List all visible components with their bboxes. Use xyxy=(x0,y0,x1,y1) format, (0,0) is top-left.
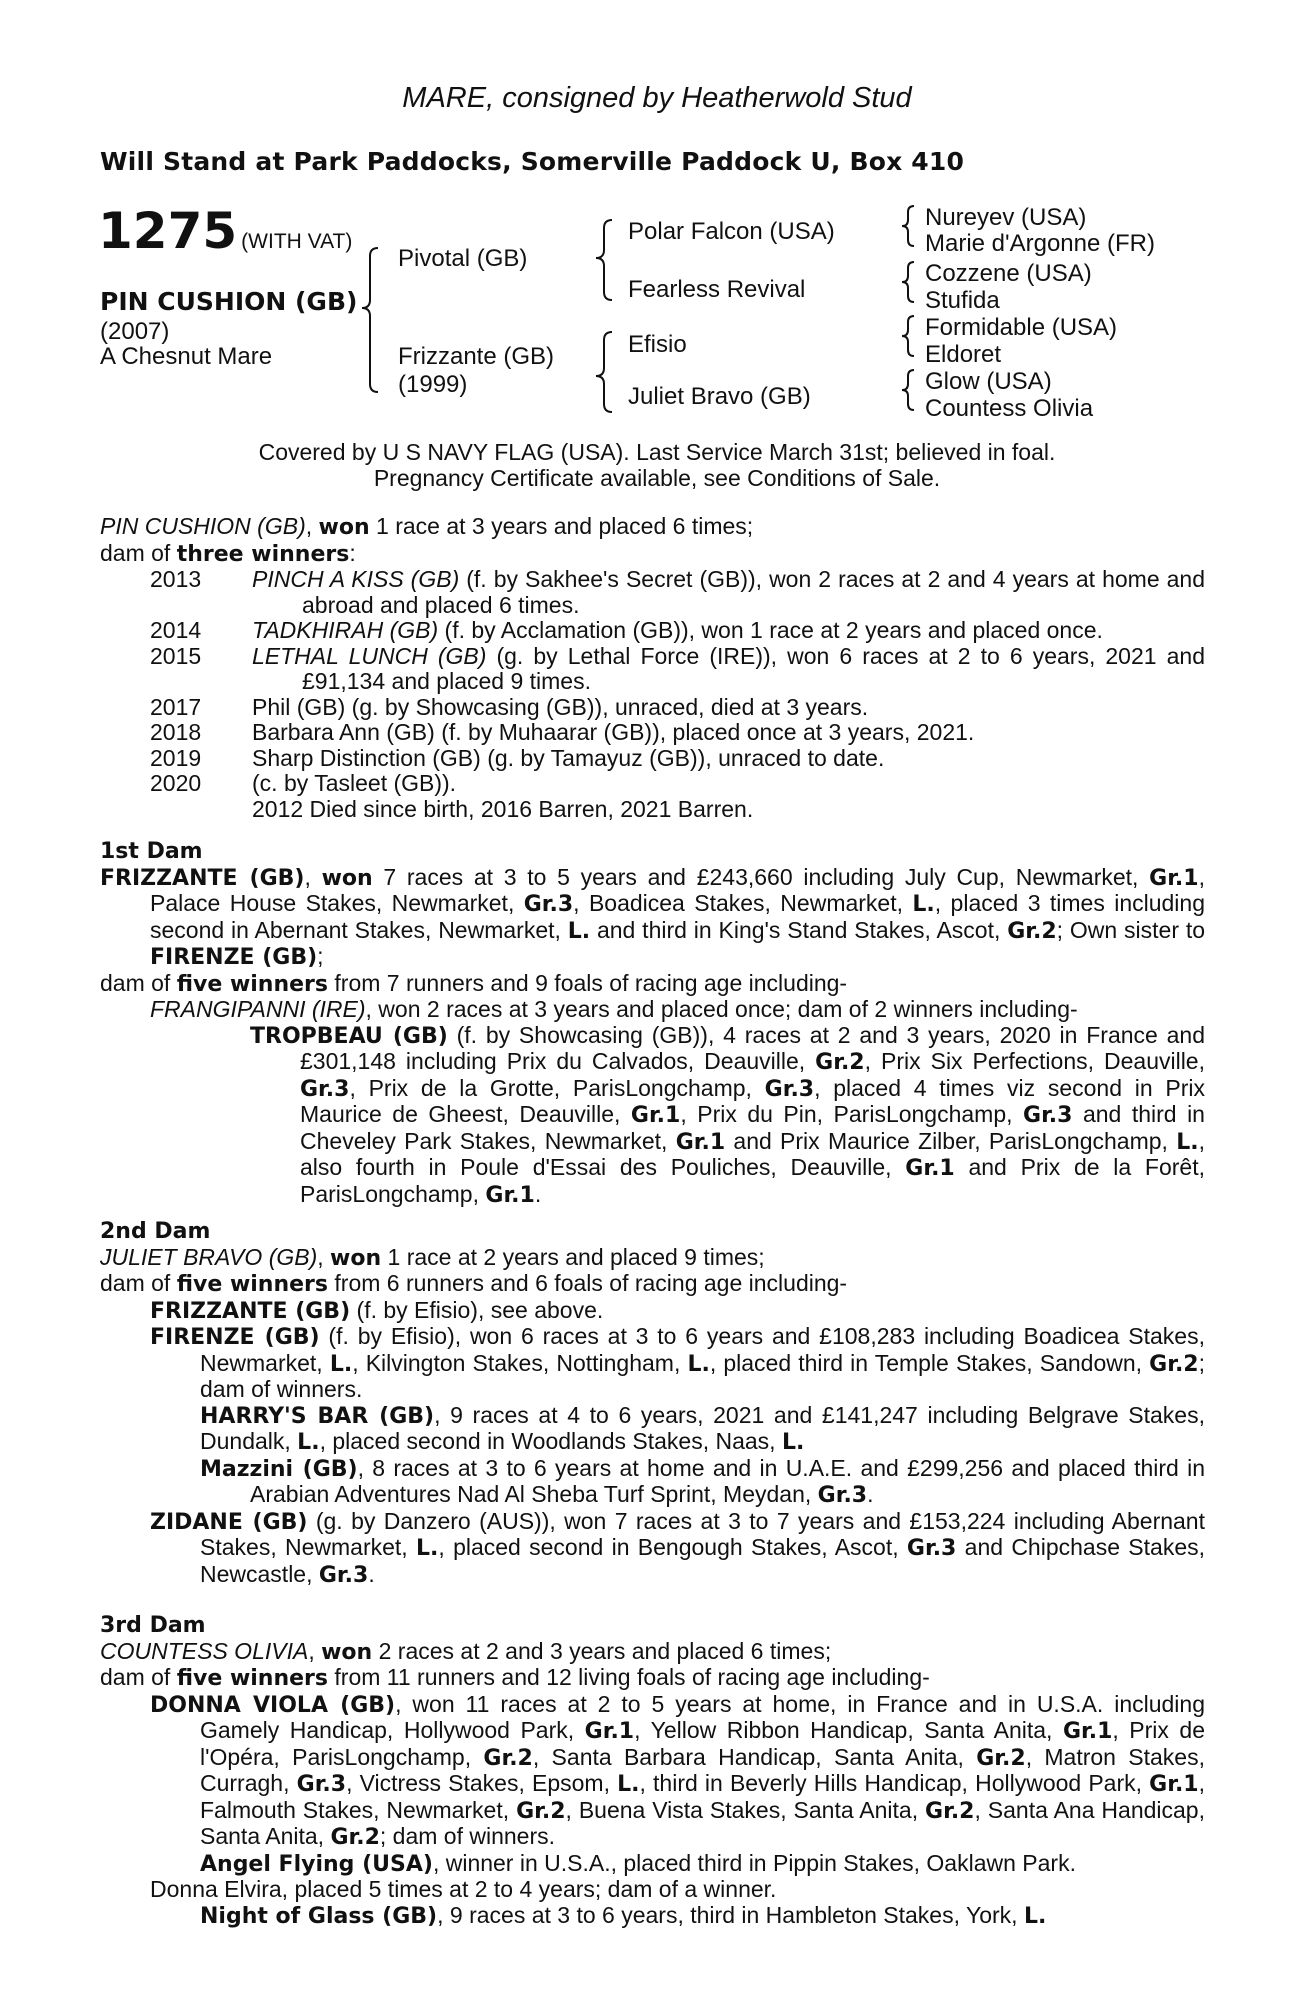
main-bracket xyxy=(362,248,378,392)
pedigree-sire-sire: Polar Falcon (USA) xyxy=(628,218,835,245)
mare-dam-of: dam of three winners: xyxy=(100,539,356,567)
progeny-entry: TADKHIRAH (GB) (f. by Acclamation (GB)), won 1 race at 2 years and placed once. xyxy=(252,617,1103,643)
first-dam-section xyxy=(100,839,1205,1208)
angel-flying-record: Angel Flying (USA), winner in U.S.A., placed third in Pippin Stakes, Oaklawn Park. xyxy=(200,1849,1076,1877)
harrys-bar-record: HARRY'S BAR (GB), 9 races at 4 to 6 years, 2021 and £141,247 including Belgrave Stakes, Dundalk, L., placed second in Woodlands Stakes, Naas, L. xyxy=(200,1401,1205,1455)
horse-name: PIN CUSHION (GB) xyxy=(100,287,358,316)
firenze-record: FIRENZE (GB) (f. by Efisio), won 6 races at 3 to 6 years and £108,283 including Boadicea Stakes, Newmarket, L., Kilvington Stakes, Nottingham, L., placed third in Temple Stakes, Sandown, Gr.2; dam of winners. xyxy=(150,1323,1205,1402)
tropbeau-record: TROPBEAU (GB) (f. by Showcasing (GB)), 4 races at 2 and 3 years, 2020 in France and £301,148 including Prix du Calvados, Deauville, Gr.2, Prix Six Perfections, Deauville, Gr.3, Prix de la Grotte, ParisLongchamp, Gr.3, placed 4 times viz second in Prix Maurice de Gheest, Deauville, Gr.1, Prix du Pin, ParisLongchamp, Gr.3 and third in Cheveley Park Stakes, Newmarket, Gr.1 and Prix Maurice Zilber, ParisLongchamp, L., also fourth in Poule d'Essai des Pouliches, Deauville, Gr.1 and Prix de la Forêt, ParisLongchamp, Gr.1. xyxy=(250,1021,1205,1208)
progeny-entry: Phil (GB) (g. by Showcasing (GB)), unraced, died at 3 years. xyxy=(252,693,869,720)
second-dam-dam-of: dam of five winners from 6 runners and 6 foals of racing age including- xyxy=(100,1270,848,1297)
progeny-year: 2020 xyxy=(150,770,202,796)
progeny-year: 2013 xyxy=(150,566,202,592)
pedigree-dam-sire: Efisio xyxy=(628,331,687,358)
frizzante-entry: FRIZZANTE (GB) (f. by Efisio), see above. xyxy=(150,1296,604,1324)
progeny-year: 2015 xyxy=(150,642,202,669)
progeny-entry: (c. by Tasleet (GB)). xyxy=(252,770,457,796)
progeny-entry: LETHAL LUNCH (GB) (g. by Lethal Force (IRE)), won 6 races at 2 to 6 years, 2021 and £91,134 and placed 9 times. xyxy=(252,642,1205,694)
first-dam-dam-of: dam of five winners from 7 runners and 9 foals of racing age including- xyxy=(100,969,848,997)
second-dam-record: JULIET BRAVO (GB), won 1 race at 2 years and placed 9 times; xyxy=(100,1243,765,1271)
pedigree-sire: Pivotal (GB) xyxy=(398,245,528,272)
progeny-year: 2018 xyxy=(150,719,202,745)
progeny-entry: PINCH A KISS (GB) (f. by Sakhee's Secret (GB)), won 2 races at 2 and 4 years at home and abroad and placed 6 times. xyxy=(252,566,1206,618)
third-dam-record: COUNTESS OLIVIA, won 2 races at 2 and 3 years and placed 6 times; xyxy=(100,1637,832,1665)
progeny-year: 2014 xyxy=(150,617,202,643)
pedigree-ggp-3: Cozzene (USA) xyxy=(925,260,1092,287)
donna-viola-record: DONNA VIOLA (GB), won 11 races at 2 to 5 years at home, in France and in U.S.A. including Gamely Handicap, Hollywood Park, Gr.1, Yellow Ribbon Handicap, Santa Anita, Gr.1, Prix de l'Opéra, ParisLongchamp, Gr.2, Santa Barbara Handicap, Santa Anita, Gr.2, Matron Stakes, Curragh, Gr.3, Victress Stakes, Epsom, L., third in Beverly Hills Handicap, Hollywood Park, Gr.1, Falmouth Stakes, Newmarket, Gr.2, Buena Vista Stakes, Santa Anita, Gr.2, Santa Ana Handicap, Santa Anita, Gr.2; dam of winners. xyxy=(150,1690,1205,1850)
zidane-record: ZIDANE (GB) (g. by Danzero (AUS)), won 7 races at 3 to 7 years and £153,224 including Abernant Stakes, Newmarket, L., placed second in Bengough Stakes, Ascot, Gr.3 and Chipchase Stakes, Newcastle, Gr.3. xyxy=(150,1507,1205,1588)
mare-record: PIN CUSHION (GB), won 1 race at 3 years and placed 6 times; xyxy=(100,513,754,540)
pedigree-dam-dam: Juliet Bravo (GB) xyxy=(628,383,811,410)
donna-elvira-record: Donna Elvira, placed 5 times at 2 to 4 years; dam of a winner. xyxy=(150,1876,777,1902)
dam-bracket xyxy=(596,332,612,412)
pedigree-ggp-4: Stufida xyxy=(925,287,1000,314)
progeny-entry: Barbara Ann (GB) (f. by Muhaarar (GB)), placed once at 3 years, 2021. xyxy=(252,719,975,745)
pedigree-ggp-1: Nureyev (USA) xyxy=(925,204,1087,231)
progeny-list xyxy=(100,567,1205,822)
horse-description: A Chesnut Mare xyxy=(100,343,273,370)
first-dam-title: 1st Dam xyxy=(100,839,203,864)
covered-line-1: Covered by U S NAVY FLAG (USA). Last Service March 31st; believed in foal. xyxy=(258,439,1056,465)
progeny-year: 2017 xyxy=(150,693,202,720)
page-title: MARE, consigned by Heatherwold Stud xyxy=(402,82,912,114)
first-dam-record: FRIZZANTE (GB), won 7 races at 3 to 5 years and £243,660 including July Cup, Newmarket, Gr.1, Palace House Stakes, Newmarket, Gr.3, Boadicea Stakes, Newmarket, L., placed 3 times including second in Abernant Stakes, Newmarket, L. and third in King's Stand Stakes, Ascot, Gr.2; Own sister to FIRENZE (GB); xyxy=(100,863,1205,970)
pedigree-ggp-6: Eldoret xyxy=(925,341,1002,368)
horse-year: (2007) xyxy=(100,318,170,345)
pedigree-dam: Frizzante (GB) xyxy=(398,343,555,370)
pedigree-ggp-2: Marie d'Argonne (FR) xyxy=(925,230,1155,257)
covered-line-2: Pregnancy Certificate available, see Conditions of Sale. xyxy=(373,465,941,491)
frangipanni-record: FRANGIPANNI (IRE), won 2 races at 3 years and placed once; dam of 2 winners including- xyxy=(150,996,1078,1022)
progeny-entry: Sharp Distinction (GB) (g. by Tamayuz (GB)), unraced to date. xyxy=(252,744,885,771)
sire-bracket xyxy=(596,220,612,300)
pedigree-ggp-8: Countess Olivia xyxy=(925,395,1094,422)
pedigree-dam-year: (1999) xyxy=(398,371,468,398)
covered-note xyxy=(0,439,1314,491)
pedigree-ggp-7: Glow (USA) xyxy=(925,368,1052,395)
lot-number-block xyxy=(98,202,352,260)
third-dam-title: 3rd Dam xyxy=(100,1613,206,1638)
pedigree-sire-dam: Fearless Revival xyxy=(628,276,806,303)
stand-location: Will Stand at Park Paddocks, Somerville Paddock U, Box 410 xyxy=(100,147,965,176)
mazzini-record: Mazzini (GB), 8 races at 3 to 6 years at home and in U.A.E. and £299,256 and placed third in Arabian Adventures Nad Al Sheba Turf Sprint, Meydan, Gr.3. xyxy=(200,1454,1206,1508)
third-dam-section xyxy=(100,1613,1205,1929)
lot-number: 1275 xyxy=(98,202,238,260)
progeny-year xyxy=(100,797,252,823)
mare-record-section xyxy=(100,514,1205,822)
lot-vat: (WITH VAT) xyxy=(241,230,353,253)
second-dam-section xyxy=(100,1219,1205,1588)
third-dam-dam-of: dam of five winners from 11 runners and 12 living foals of racing age including- xyxy=(100,1664,930,1691)
night-of-glass-record: Night of Glass (GB), 9 races at 3 to 6 years, third in Hambleton Stakes, York, L. xyxy=(200,1901,1047,1929)
progeny-entry: 2012 Died since birth, 2016 Barren, 2021 Barren. xyxy=(252,795,754,822)
pedigree-ggp-5: Formidable (USA) xyxy=(925,314,1118,341)
second-dam-title: 2nd Dam xyxy=(100,1219,211,1244)
progeny-year: 2019 xyxy=(150,744,202,771)
